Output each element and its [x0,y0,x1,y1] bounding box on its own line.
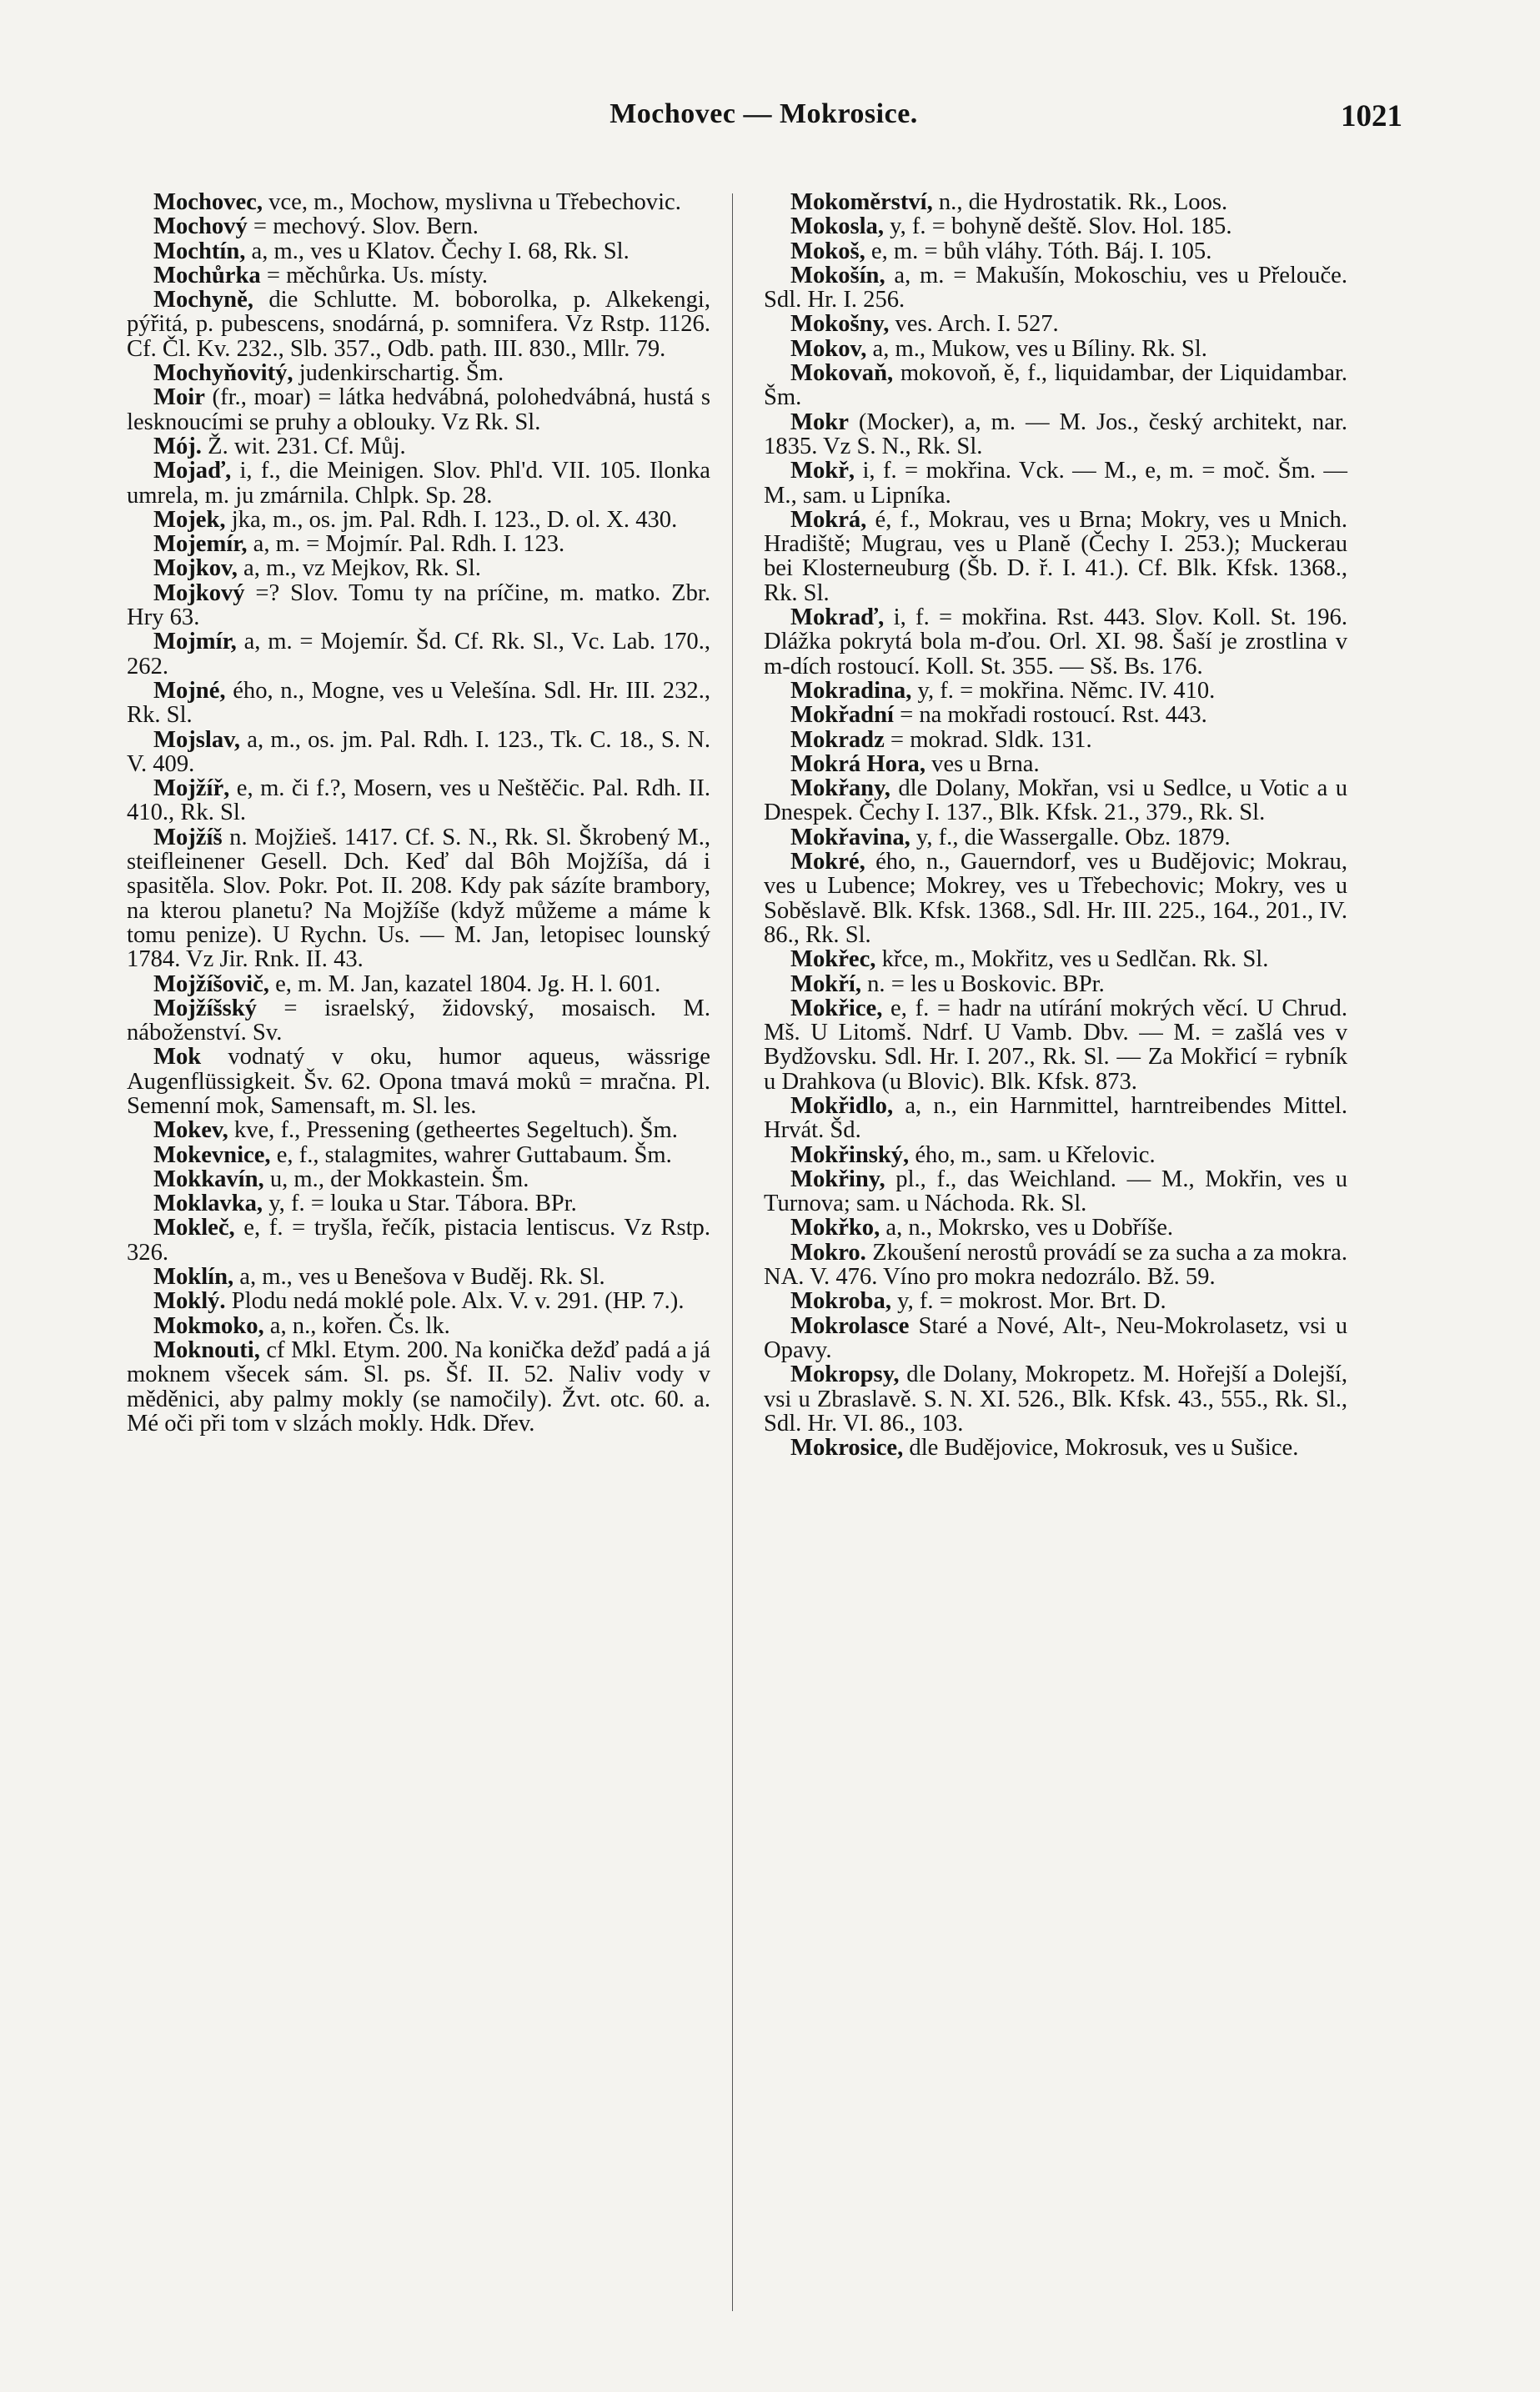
entry-headword: Mojslav, [153,726,241,753]
entry-headword: Mokrá Hora, [790,750,926,777]
dictionary-entry [127,556,710,580]
dictionary-entry [127,190,710,214]
entry-headword: Mokoš, [790,238,865,264]
entry-definition: e, f., stalagmites, wahrer Guttabaum. Šm. [270,1141,672,1168]
entry-definition: i, f. = mokřina. Vck. — M., e, m. = moč. Šm. — M., sam. u Lipníka. [764,458,1347,509]
entry-definition: pl., f., das Weichland. — M., Mokřin, ves u Turnova; sam. u Náchoda. Rk. Sl. [764,1166,1347,1217]
dictionary-entry [127,288,710,361]
dictionary-entry [764,752,1347,776]
entry-definition: ves. Arch. I. 527. [889,311,1059,338]
dictionary-entry [764,1094,1347,1143]
dictionary-entry [764,312,1347,336]
entry-headword: Mokradz [790,726,885,753]
entry-headword: Mokré, [790,849,865,875]
entry-definition: ého, n., Mogne, ves u Velešína. Sdl. Hr. III. 232., Rk. Sl. [127,677,710,729]
entry-definition: a, m., vz Mejkov, Rk. Sl. [237,555,481,582]
entry-headword: Mój. [153,433,202,459]
entry-headword: Mojžíř, [153,775,230,802]
dictionary-entry [764,337,1347,361]
entry-definition: Zkoušení nerostů provádí se za sucha a za mokra. NA. V. 476. Víno pro mokra nedozrálo. Bž. 59. [764,1239,1347,1291]
dictionary-entry [764,1289,1347,1313]
entry-headword: Mojžíš [153,824,223,850]
entry-definition: (fr., moar) = látka hedvábná, polohedvábná, hustá s lesknoucími se pruhy a oblouky. Vz Rk. Sl. [127,384,710,435]
dictionary-entry [127,385,710,434]
entry-headword: Mojek, [153,506,226,533]
entry-definition: e, f. = tryšla, řečík, pistacia lentiscus. Vz Rstp. 326. [127,1215,710,1266]
entry-headword: Mokkavín, [153,1166,264,1192]
entry-headword: Mokradina, [790,677,912,704]
entry-definition: mokovoň, ě, f., liquidambar, der Liquidambar. Šm. [764,360,1347,411]
entry-headword: Mokleč, [153,1215,235,1241]
dictionary-entry [764,679,1347,703]
entry-headword: Mochyně, [153,287,253,313]
entry-definition: judenkirschartig. Šm. [293,360,504,387]
entry-definition: ého, n., Gauerndorf, ves u Budějovic; Mokrau, ves u Lubence; Mokrey, ves u Třebechovic; Mokry, ves u Soběslavě. Blk. Kfsk. 1368., Sdl. Hr. III. 225., 164., 201., IV. 86., Rk. Sl. [764,849,1347,948]
dictionary-entry [764,776,1347,825]
running-head: Mochovec — Mokrosice. [609,98,918,129]
dictionary-entry [127,1045,710,1118]
entry-headword: Mochůrka [153,262,261,288]
page-header [125,98,1402,148]
dictionary-entry [764,263,1347,313]
entry-headword: Mochový [153,213,248,240]
entry-headword: Mochovec, [153,189,263,215]
dictionary-entry [127,629,710,679]
dictionary-entry [764,1216,1347,1240]
dictionary-entry [127,1118,710,1142]
entry-definition: křce, m., Mokřitz, ves u Sedlčan. Rk. Sl. [875,946,1269,973]
entry-headword: Mokošny, [790,311,890,338]
entry-definition: a, m. = Mojemír. Šd. Cf. Rk. Sl., Vc. Lab. 170., 262. [127,629,710,679]
dictionary-entry [764,703,1347,727]
entry-definition: n. = les u Boskovic. BPr. [860,970,1105,997]
entry-headword: Mojkov, [153,555,238,582]
dictionary-entry [764,1143,1347,1167]
entry-definition: a, m., ves u Benešova v Buděj. Rk. Sl. [233,1264,605,1291]
entry-headword: Mokevnice, [153,1141,271,1168]
right-column [764,190,1347,1460]
dictionary-entry [127,776,710,825]
entry-headword: Mokřadní [790,702,894,729]
entry-definition: y, f. = mokřina. Němc. IV. 410. [911,677,1216,704]
entry-headword: Mochyňovitý, [153,360,293,387]
entry-definition: é, f., Mokrau, ves u Brna; Mokry, ves u Mnich. Hradiště; Mugrau, ves u Planě (Čechy I. 253.); Muckerau bei Klosterneuburg (Šb. D. ř. I. 41.). Cf. Blk. Kfsk. 1368., Rk. Sl. [764,506,1347,606]
entry-headword: Mojkový [153,579,245,606]
dictionary-entry [764,410,1347,459]
page-number: 1021 [1341,99,1402,133]
dictionary-entry [127,1216,710,1265]
entry-headword: Mokřko, [790,1215,880,1241]
entry-definition: a, n., ein Harnmittel, harntreibendes Mittel. Hrvát. Šd. [764,1092,1347,1144]
entry-headword: Mojné, [153,677,226,704]
entry-headword: Moknouti, [153,1336,260,1363]
entry-definition: u, m., der Mokkastein. Šm. [263,1166,529,1192]
entry-headword: Mokropsy, [790,1361,900,1388]
dictionary-entry [764,605,1347,679]
dictionary-entry [127,1314,710,1338]
entry-definition: a, m., ves u Klatov. Čechy I. 68, Rk. Sl. [245,238,630,264]
entry-headword: Moklý. [153,1288,226,1315]
dictionary-entry [764,1241,1347,1290]
dictionary-entry [764,947,1347,971]
dictionary-entry [127,508,710,532]
dictionary-entry [764,1436,1347,1460]
dictionary-entry [127,361,710,385]
entry-definition: a, n., kořen. Čs. lk. [263,1312,450,1339]
entry-headword: Mokov, [790,335,867,362]
entry-headword: Mokev, [153,1117,228,1144]
column-divider [732,193,733,2311]
entry-definition: (Mocker), a, m. — M. Jos., český architekt, nar. 1835. Vz S. N., Rk. Sl. [764,409,1347,459]
entry-definition: n., die Hydrostatik. Rk., Loos. [932,189,1228,215]
entry-definition: cf Mkl. Etym. 200. Na konička dežď padá a já moknem všecek sám. Sl. ps. Šf. II. 52. Naliv vody v měděnici, aby palmy mokly (se namočily). Žvt. otc. 60. a. Mé oči při tom v slzách mokly. Hdk. Dřev. [127,1336,710,1437]
dictionary-entry [764,850,1347,947]
dictionary-entry [127,263,710,288]
entry-definition: = mechový. Slov. Bern. [247,213,479,240]
dictionary-entry [764,972,1347,996]
entry-headword: Mokř, [790,458,855,484]
dictionary-entry [127,996,710,1046]
dictionary-entry [127,581,710,630]
entry-headword: Mokřec, [790,946,876,973]
entry-definition: y, f. = louka u Star. Tábora. BPr. [263,1191,577,1217]
entry-headword: Mokosla, [790,213,885,240]
entry-headword: Mojžíšský [153,995,257,1021]
dictionary-entry [764,239,1347,263]
entry-definition: Staré a Nové, Alt-, Neu-Mokrolasetz, vsi u Opavy. [764,1312,1347,1363]
dictionary-entry [127,1143,710,1167]
entry-headword: Moir [153,384,205,411]
dictionary-entry [127,1167,710,1191]
entry-definition: y, f. = mokrost. Mor. Brt. D. [891,1288,1166,1315]
entry-definition: = na mokřadi rostoucí. Rst. 443. [893,702,1207,729]
entry-definition: vce, m., Mochow, myslivna u Třebechovic. [263,189,681,215]
dictionary-entry [764,459,1347,508]
entry-definition: = israelský, židovský, mosaisch. M. náboženství. Sv. [127,995,710,1046]
dictionary-entry [127,459,710,508]
entry-headword: Mokrosice, [790,1435,904,1462]
entry-definition: y, f., die Wassergalle. Obz. 1879. [910,824,1231,850]
entry-headword: Mojžíšovič, [153,970,269,997]
entry-definition: a, n., Mokrsko, ves u Dobříše. [880,1215,1174,1241]
dictionary-entry [127,434,710,459]
entry-definition: i, f. = mokřina. Rst. 443. Slov. Koll. St. 196. Dlážka pokrytá bola m-ďou. Orl. XI. 98. Šaší je zrostlina v m-dích rostoucí. Koll. St. 355. — Sš. Bs. 176. [764,604,1347,679]
dictionary-entry [127,1338,710,1436]
entry-headword: Mokřiny, [790,1166,885,1192]
entry-headword: Moklín, [153,1264,234,1291]
dictionary-entry [127,1265,710,1289]
entry-definition: e, f. = hadr na utírání mokrých věcí. U Chrud. Mš. U Litomš. Ndrf. U Vamb. Dbv. — M. = zašlá ves v Bydžovsku. Sdl. Hr. I. 207., Rk. Sl. — Za Mokřicí = rybník u Drahkova (u Blovic). Blk. Kfsk. 873. [764,995,1347,1095]
entry-definition: = měchůrka. Us. místy. [260,262,489,288]
entry-headword: Mojaď, [153,458,232,484]
dictionary-entry [764,190,1347,214]
dictionary-entry [764,361,1347,410]
entry-definition: = mokrad. Sldk. 131. [884,726,1092,753]
dictionary-entry [127,728,710,777]
entry-definition: ého, m., sam. u Křelovic. [909,1141,1156,1168]
dictionary-entry [127,972,710,996]
dictionary-entry [764,728,1347,752]
entry-definition: e, m. či f.?, Mosern, ves u Neštěčic. Pal. Rdh. II. 410., Rk. Sl. [127,775,710,826]
entry-definition: a, m., Mukow, ves u Bíliny. Rk. Sl. [866,335,1207,362]
entry-definition: dle Dolany, Mokřan, vsi u Sedlce, u Votic a u Dnespek. Čechy I. 137., Blk. Kfsk. 21., 379., Rk. Sl. [764,775,1347,826]
entry-definition: =? Slov. Tomu ty na príčine, m. matko. Zbr. Hry 63. [127,579,710,631]
entry-headword: Mokmoko, [153,1312,264,1339]
entry-definition: die Schlutte. M. boborolka, p. Alkekengi, pýřitá, p. pubescens, snodárná, p. somnifera. Vz Rstp. 1126. Cf. Čl. Kv. 232., Slb. 357., Odb. path. III. 830., Mllr. 79. [127,287,710,362]
entry-definition: a, m. = Mojmír. Pal. Rdh. I. 123. [247,531,565,558]
dictionary-entry [764,1314,1347,1363]
entry-definition: y, f. = bohyně deště. Slov. Hol. 185. [884,213,1232,240]
entry-headword: Moklavka, [153,1191,263,1217]
entry-headword: Mokřidlo, [790,1092,894,1119]
entry-headword: Mojemír, [153,531,248,558]
dictionary-entry [764,825,1347,850]
entry-definition: i, f., die Meinigen. Slov. Phl'd. VII. 105. Ilonka umrela, m. ju zmárnila. Chlpk. Sp. 28. [127,458,710,509]
entry-headword: Mokřinský, [790,1141,910,1168]
dictionary-entry [764,508,1347,605]
entry-headword: Mok [153,1044,202,1071]
dictionary-entry [127,239,710,263]
dictionary-entry [764,1362,1347,1436]
dictionary-entry [764,214,1347,238]
entry-definition: jka, m., os. jm. Pal. Rdh. I. 123., D. ol. X. 430. [225,506,678,533]
entry-headword: Mokroba, [790,1288,892,1315]
entry-headword: Mokří, [790,970,861,997]
dictionary-entry [127,679,710,728]
entry-definition: a, m., os. jm. Pal. Rdh. I. 123., Tk. C. 18., S. N. V. 409. [127,726,710,777]
entry-definition: n. Mojžieš. 1417. Cf. S. N., Rk. Sl. Škrobený M., steifleinener Gesell. Dch. Keď dal Bôh Mojžíša, dá i spasitěla. Slov. Pokr. Pot. II. 208. Kdy pak sázíte brambory, na kterou planetu? Na Mojžíše (když můžeme a máme k tomu penize). U Rychn. Us. — M. Jan, letopisec lounský 1784. Vz Jir. Rnk. II. 43. [127,824,710,973]
dictionary-entry [127,825,710,972]
entry-headword: Mokoměrství, [790,189,933,215]
entry-headword: Mokr [790,409,849,435]
left-column [127,190,710,1436]
entry-headword: Mokošín, [790,262,885,288]
entry-definition: kve, f., Pressening (getheertes Segeltuch). Šm. [228,1117,678,1144]
dictionary-entry [764,1167,1347,1216]
entry-headword: Mokřany, [790,775,890,802]
entry-headword: Mokro. [790,1239,866,1266]
entry-headword: Mokrolasce [790,1312,910,1339]
entry-definition: Plodu nedá moklé pole. Alx. V. v. 291. (HP. 7.). [225,1288,685,1315]
dictionary-entry [127,1289,710,1313]
dictionary-entry [127,532,710,556]
entry-definition: Ž. wit. 231. Cf. Můj. [201,433,406,459]
entry-definition: vodnatý v oku, humor aqueus, wässrige Augenflüssigkeit. Šv. 62. Opona tmavá moků = mračna. Pl. Semenní mok, Samensaft, m. Sl. les. [127,1044,710,1119]
entry-headword: Mokřice, [790,995,883,1021]
entry-headword: Mokraď, [790,604,885,631]
dictionary-entry [127,214,710,238]
entry-definition: dle Dolany, Mokropetz. M. Hořejší a Dolejší, vsi u Zbraslavě. S. N. XI. 526., Blk. Kfsk. 43., 555., Rk. Sl., Sdl. Hr. VI. 86., 103. [764,1361,1347,1437]
entry-headword: Mojmír, [153,629,237,655]
dictionary-entry [127,1191,710,1216]
entry-headword: Mokrá, [790,506,867,533]
entry-headword: Mochtín, [153,238,246,264]
entry-definition: e, m. = bůh vláhy. Tóth. Báj. I. 105. [865,238,1212,264]
entry-headword: Mokovaň, [790,360,894,387]
entry-definition: dle Budějovice, Mokrosuk, ves u Sušice. [903,1435,1299,1462]
dictionary-entry [764,996,1347,1094]
entry-definition: e, m. M. Jan, kazatel 1804. Jg. H. l. 601. [268,970,661,997]
entry-definition: a, m. = Makušín, Mokoschiu, ves u Přelouče. Sdl. Hr. I. 256. [764,262,1347,313]
entry-headword: Mokřavina, [790,824,910,850]
entry-definition: ves u Brna. [926,750,1040,777]
